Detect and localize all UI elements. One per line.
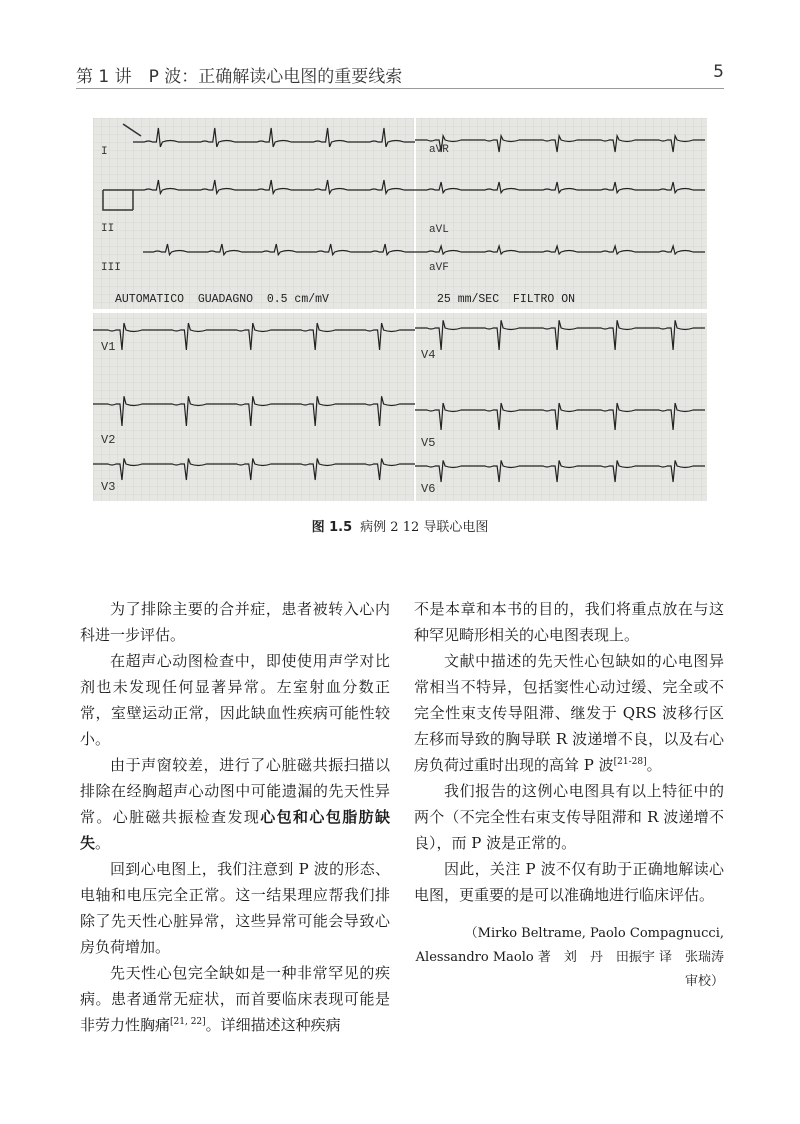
lead-label-V1: V1 <box>101 340 116 354</box>
page-header <box>76 58 724 89</box>
chapter-title: 第 1 讲 P 波：正确解读心电图的重要线索 <box>76 67 403 87</box>
paragraph: 回到心电图上，我们注意到 P 波的形态、电轴和电压完全正常。这一结果理应帮我们排除了先天性心脏异常，这些异常可能会导致心房负荷增加。 <box>80 860 390 956</box>
paragraph: 不是本章和本书的目的，我们将重点放在与这种罕见畸形相关的心电图表现上。 <box>414 600 724 644</box>
body-column-right <box>414 596 724 994</box>
lead-label-V3: V3 <box>101 480 116 494</box>
lead-label-II: II <box>101 223 115 235</box>
citation: [21, 22] <box>170 1017 206 1027</box>
figure-caption <box>0 516 800 535</box>
paragraph: 在超声心动图检查中，即使使用声学对比剂也未发现任何显著异常。左室射血分数正常，室壁运动正常，因此缺血性疾病可能性较小。 <box>80 652 390 748</box>
lead-label-aVF: aVF <box>429 262 449 274</box>
body-column-left <box>80 596 390 1038</box>
paragraph: 先天性心包完全缺如是一种非常罕见的疾病。患者通常无症状，而首要临床表现可能是非劳力性胸痛[21, 22]。详细描述这种疾病 <box>80 964 390 1034</box>
lead-label-V4: V4 <box>421 348 436 362</box>
citation: [21-28] <box>613 757 647 767</box>
lead-label-III: III <box>101 262 121 274</box>
bold-finding: 心包和心包脂肪缺失 <box>80 808 390 852</box>
lead-label-V2: V2 <box>101 433 116 447</box>
lead-label-aVL: aVL <box>429 224 449 236</box>
ecg-tracing <box>93 118 707 501</box>
ecg-settings-speed: 25 mm/SEC FILTRO ON <box>437 293 576 306</box>
paragraph: 因此，关注 P 波不仅有助于正确地解读心电图，更重要的是可以准确地进行临床评估。 <box>414 860 724 904</box>
ecg-figure <box>93 118 707 501</box>
author-credits: （Mirko Beltrame, Paolo Compagnucci, Alessandro Maolo 著 刘 丹 田振宇 译 张瑞涛 审校） <box>415 926 724 989</box>
paragraph: 我们报告的这例心电图具有以上特征中的两个（不完全性右束支传导阻滞和 R 波递增不良），而 P 波是正常的。 <box>414 782 724 852</box>
lead-label-I: I <box>101 146 108 158</box>
panel-divider <box>93 309 707 313</box>
ecg-settings-gain: AUTOMATICO GUADAGNO 0.5 cm/mV <box>115 293 329 306</box>
caption-number: 图 1.5 <box>311 520 353 535</box>
lead-label-aVR: aVR <box>429 144 449 156</box>
paragraph: 文献中描述的先天性心包缺如的心电图异常相当不特异，包括窦性心动过缓、完全或不完全性束支传导阻滞、继发于 QRS 波移行区左移而导致的胸导联 R 波递增不良，以及右心房负荷过重时出现的高耸 P 波[21-28]。 <box>414 652 724 774</box>
lead-label-V6: V6 <box>421 482 436 496</box>
caption-text: 病例 2 12 导联心电图 <box>360 520 489 535</box>
lead-label-V5: V5 <box>421 436 436 450</box>
paragraph: 由于声窗较差，进行了心脏磁共振扫描以排除在经胸超声心动图中可能遗漏的先天性异常。心脏磁共振检查发现心包和心包脂肪缺失。 <box>80 756 390 852</box>
paragraph: 为了排除主要的合并症，患者被转入心内科进一步评估。 <box>80 600 390 644</box>
page-number: 5 <box>713 62 724 82</box>
